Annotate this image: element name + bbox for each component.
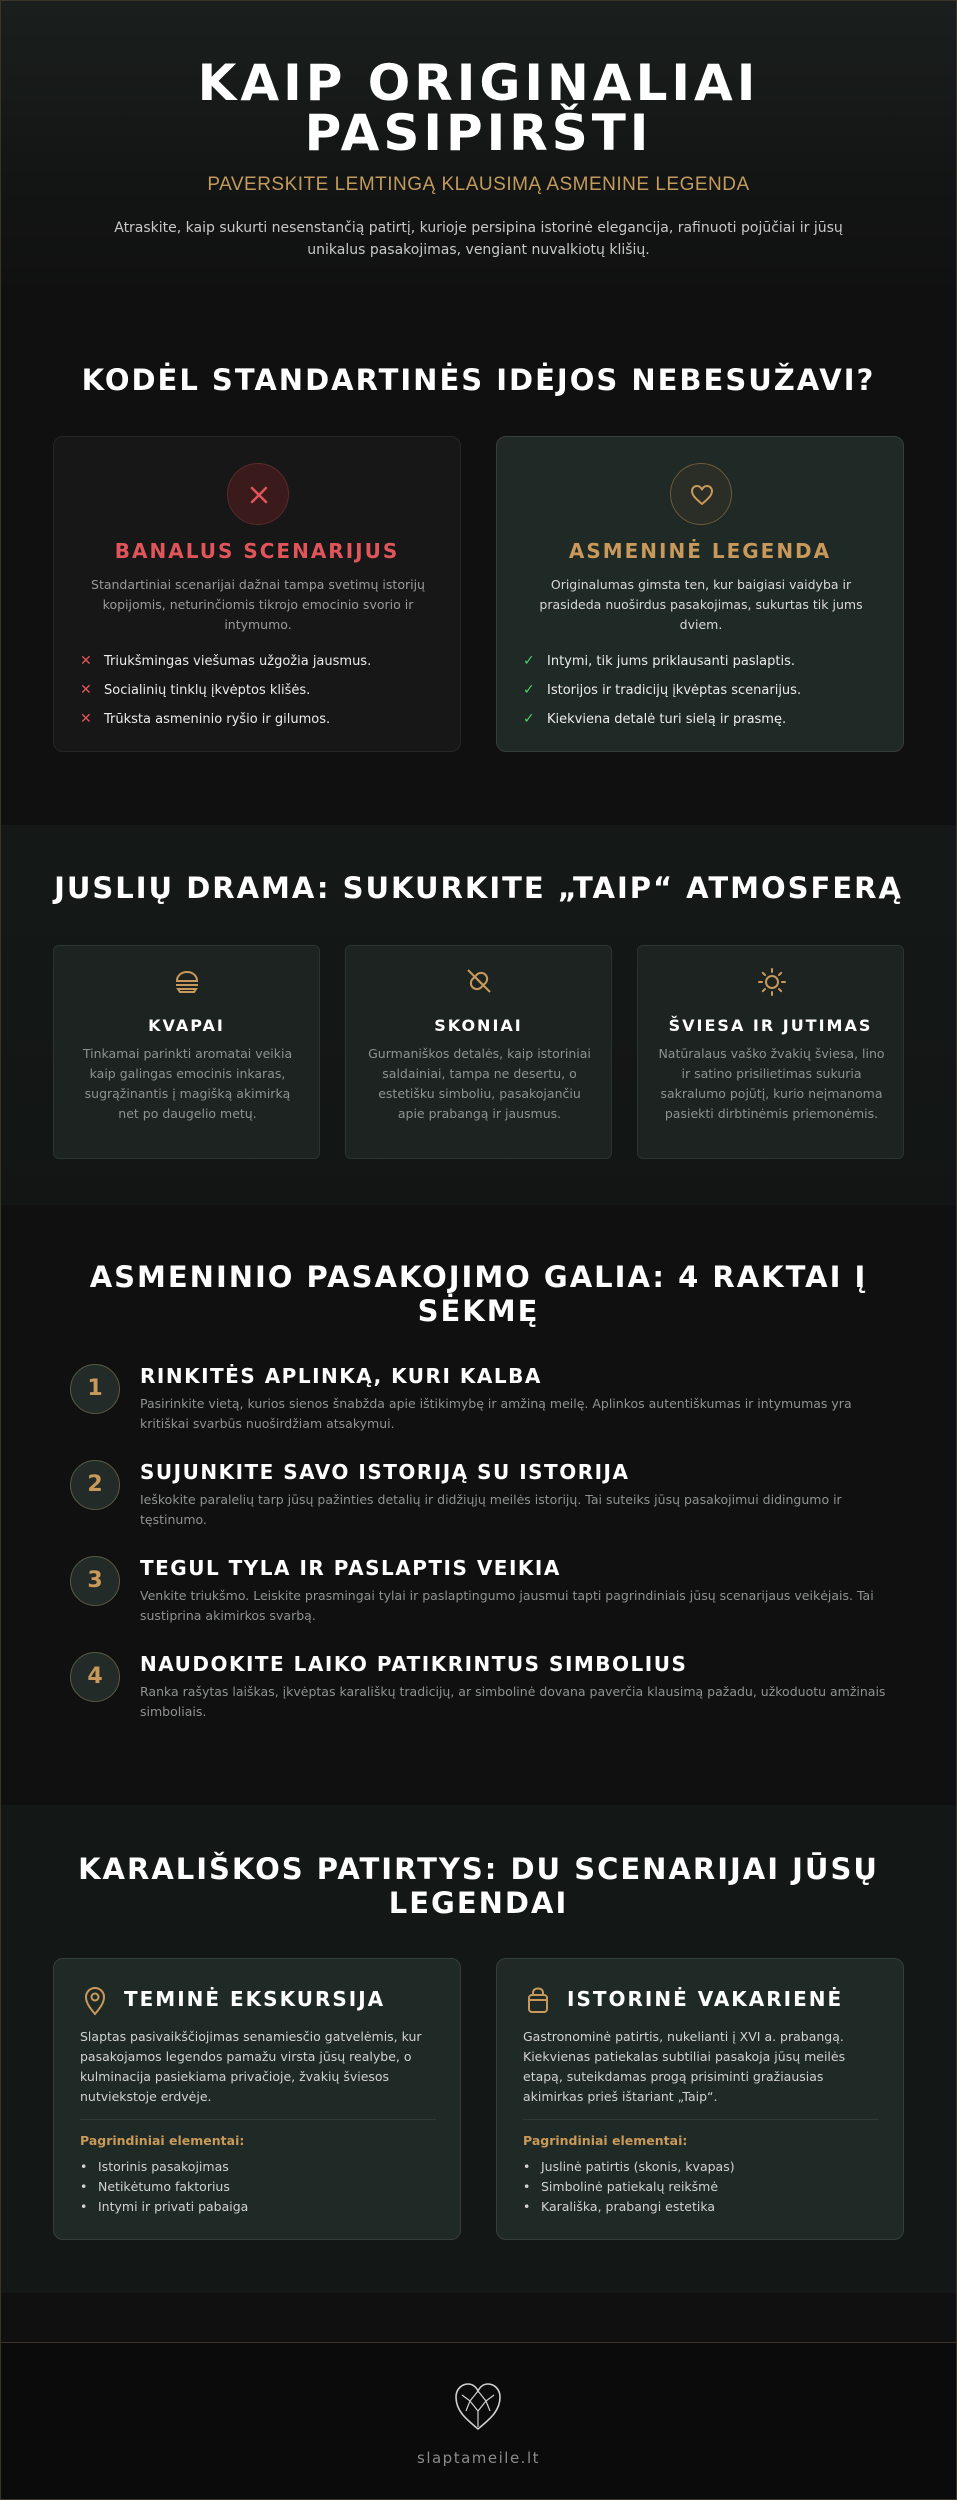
step-text: Ranka rašytas laiškas, įkvėptas karališkų tradicijų, ar simbolinė dovana paverčia klausimą pažadu, užkoduotu amžinais simboliais. xyxy=(140,1684,886,1719)
cross-icon: ✕ xyxy=(80,711,92,727)
step-text: Venkite triukšmo. Leiskite prasmingai tylai ir paslaptingumo jausmui tapti pagrindiniais jūsų scenarijaus veikėjais. Tai sustiprina akimirkos svarbą. xyxy=(140,1588,874,1623)
sun-icon xyxy=(756,966,788,1002)
list-item xyxy=(80,647,440,676)
sense-text: Natūralaus vaško žvakių šviesa, lino ir satino prisilietimas sukuria sakralumo pojūtį, kurio neįmanoma pasiekti dirbtinėmis priemonėmis. xyxy=(658,1046,885,1121)
heart-logo-icon xyxy=(450,2377,506,2439)
sense-text: Tinkamai parinkti aromatai veikia kaip galingas emocinis inkaras, sugrąžinantis į magišką akimirką net po daugelio metų. xyxy=(82,1046,293,1121)
list-item-text: Istorijos ir tradicijų įkvėptas scenarijus. xyxy=(547,683,802,698)
list-item xyxy=(523,676,883,705)
list-item-text: Intymi, tik jums priklausanti paslaptis. xyxy=(547,654,796,669)
bag-icon xyxy=(523,1985,553,2021)
step-number: 4 xyxy=(70,1652,120,1702)
list-item xyxy=(523,705,883,734)
royal-card-text: Gastronominė patirtis, nukelianti į XVI a. prabangą. Kiekvienas patiekalas subtiliai pasakoja jūsų meilės etapą, suteikdamas progą prisiminti gražiausias akimirkas prieš ištariant „Taip“. xyxy=(523,2029,846,2104)
taste-icon xyxy=(464,966,494,1000)
list-item: • Intymi ir privati pabaiga xyxy=(80,2197,440,2217)
list-item xyxy=(80,705,440,734)
step-number: 1 xyxy=(70,1364,120,1414)
list-item-text: Trūksta asmeninio ryšio ir gilumos. xyxy=(104,712,331,727)
step-title: TEGUL TYLA IR PASLAPTIS VEIKIA xyxy=(140,1556,561,1580)
check-icon: ✓ xyxy=(523,711,535,727)
x-icon xyxy=(227,463,289,525)
page-title-line2: PASIPIRŠTI xyxy=(304,104,653,162)
list-item: • Karališka, prabangi estetika xyxy=(523,2197,883,2217)
banal-scenario-title: BANALUS SCENARIJUS xyxy=(114,539,400,563)
step-number: 3 xyxy=(70,1556,120,1606)
check-icon: ✓ xyxy=(523,682,535,698)
keys-heading-line1: ASMENINIO PASAKOJIMO GALIA: 4 RAKTAI Į xyxy=(89,1260,868,1294)
page-title xyxy=(0,54,957,162)
list-item-text: Socialinių tinklų įkvėptos klišės. xyxy=(104,683,311,698)
why-heading: KODĖL STANDARTINĖS IDĖJOS NEBESUŽAVI? xyxy=(81,363,876,397)
list-item: • Simbolinė patiekalų reikšmė xyxy=(523,2177,883,2197)
royal-card-list xyxy=(523,2157,883,2217)
personal-legend-text: Originalumas gimsta ten, kur baigiasi vaidyba ir prasideda nuoširdus pasakojimas, sukurtas tik jums dviem. xyxy=(539,577,863,632)
personal-legend-card xyxy=(496,436,904,752)
royal-card-text: Slaptas pasivaikščiojimas senamiesčio gatvelėmis, kur pasakojamos legendos pamažu virsta jūsų realybe, o kulminacija pasiekiama privačioje, žvakių šviesos nutviekstoje erdvėje. xyxy=(80,2029,422,2104)
page-description: Atraskite, kaip sukurti nesenstančią patirtį, kurioje persipina istorinė elegancija, rafinuoti pojūčiai ir jūsų unikalus pasakojimas, vengiant nuvalkiotų klišių. xyxy=(114,220,843,258)
sense-text: Gurmaniškos detalės, kaip istoriniai saldainiai, tampa ne desertu, o estetišku simboliu, pasakojančiu apie prabangą ir jausmus. xyxy=(368,1046,591,1121)
royal-card-title: TEMINĖ EKSKURSIJA xyxy=(124,1987,386,2011)
step-number: 2 xyxy=(70,1460,120,1510)
step-text: Ieškokite paralelių tarp jūsų pažinties detalių ir didžiųjų meilės istorijų. Tai suteiks jūsų pasakojimui didingumo ir tęstinumo. xyxy=(140,1492,842,1527)
list-item-text: Triukšmingas viešumas užgožia jausmus. xyxy=(104,654,372,669)
cross-icon: ✕ xyxy=(80,682,92,698)
hero-section xyxy=(0,0,957,300)
list-item xyxy=(523,647,883,676)
sense-title: KVAPAI xyxy=(148,1016,225,1035)
royal-card-subheading: Pagrindiniai elementai: xyxy=(80,2133,245,2148)
divider xyxy=(80,2119,436,2120)
sense-title: ŠVIESA IR JUTIMAS xyxy=(668,1016,873,1035)
divider xyxy=(523,2119,879,2120)
page-title-line1: KAIP ORIGINALIAI xyxy=(197,54,760,112)
footer xyxy=(0,2342,957,2500)
royal-card-list xyxy=(80,2157,440,2217)
keys-heading xyxy=(40,1260,917,1328)
check-icon: ✓ xyxy=(523,653,535,669)
keys-heading-line2: SĖKMĘ xyxy=(417,1294,540,1328)
step-title: NAUDOKITE LAIKO PATIKRINTUS SIMBOLIUS xyxy=(140,1652,688,1676)
sense-card-aroma xyxy=(53,945,320,1159)
footer-site-link[interactable]: slaptameile.lt xyxy=(417,2449,540,2467)
list-item: • Istorinis pasakojimas xyxy=(80,2157,440,2177)
step-text: Pasirinkite vietą, kurios sienos šnabžda apie ištikimybę ir amžiną meilę. Aplinkos autentiškumas ir intymumas yra kritiškai svarbūs nuoširdžiam atsakymui. xyxy=(140,1396,852,1431)
banal-scenario-list xyxy=(80,647,440,734)
list-item: • Juslinė patirtis (skonis, kvapas) xyxy=(523,2157,883,2177)
banal-scenario-card xyxy=(53,436,461,752)
step-title: SUJUNKITE SAVO ISTORIJĄ SU ISTORIJA xyxy=(140,1460,630,1484)
sense-title: SKONIAI xyxy=(434,1016,523,1035)
map-pin-icon xyxy=(80,1985,110,2021)
personal-legend-title: ASMENINĖ LEGENDA xyxy=(568,539,832,563)
list-item-text: Kiekviena detalė turi sielą ir prasmę. xyxy=(547,712,787,727)
heart-icon xyxy=(670,463,732,525)
aroma-icon xyxy=(172,966,202,1000)
banal-scenario-text: Standartiniai scenarijai dažnai tampa svetimų istorijų kopijomis, neturinčiomis tikrojo emocinio svorio ir intymumo. xyxy=(91,577,425,632)
personal-legend-list xyxy=(523,647,883,734)
sense-card-light xyxy=(637,945,904,1159)
sense-card-taste xyxy=(345,945,612,1159)
royal-heading-line1: KARALIŠKOS PATIRTYS: DU SCENARIJAI JŪSŲ xyxy=(78,1852,879,1886)
royal-card-title: ISTORINĖ VAKARIENĖ xyxy=(567,1987,844,2011)
cross-icon: ✕ xyxy=(80,653,92,669)
senses-heading: JUSLIŲ DRAMA: SUKURKITE „TAIP“ ATMOSFERĄ xyxy=(54,871,903,905)
list-item xyxy=(80,676,440,705)
themed-tour-card xyxy=(53,1958,461,2240)
historic-dinner-card xyxy=(496,1958,904,2240)
royal-heading xyxy=(40,1852,917,1920)
royal-card-subheading: Pagrindiniai elementai: xyxy=(523,2133,688,2148)
list-item: • Netikėtumo faktorius xyxy=(80,2177,440,2197)
step-title: RINKITĖS APLINKĄ, KURI KALBA xyxy=(140,1364,542,1388)
royal-heading-line2: LEGENDAI xyxy=(388,1886,569,1920)
page-subtitle: PAVERSKITE LEMTINGĄ KLAUSIMĄ ASMENINE LEGENDA xyxy=(207,174,750,195)
